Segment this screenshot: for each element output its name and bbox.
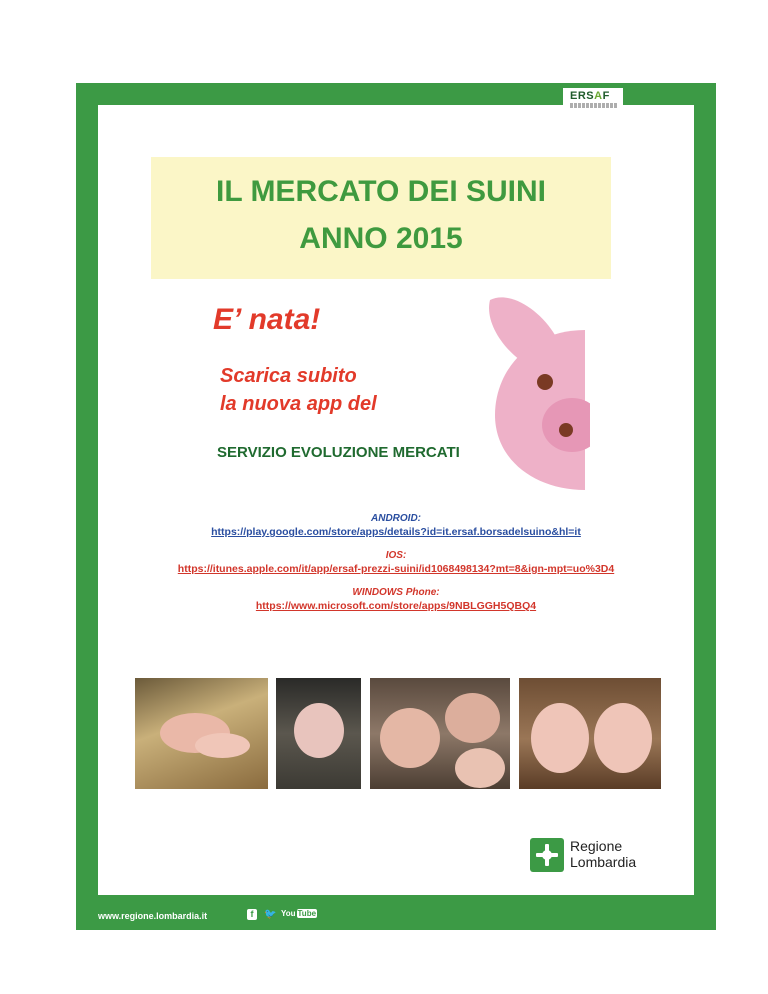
youtube-tube: Tube: [297, 909, 317, 918]
title-line-2: ANNO 2015: [299, 222, 463, 255]
pigs-group-photo: [370, 678, 510, 789]
service-name: SERVIZIO EVOLUZIONE MERCATI: [217, 444, 460, 461]
youtube-you: You: [281, 909, 296, 918]
ersaf-brand-1: ERS: [570, 90, 595, 102]
pig-face-illustration: [470, 290, 590, 495]
two-pigs-photo: [519, 678, 661, 789]
pig-closeup-photo: [276, 678, 361, 789]
promo-subtext: [220, 362, 377, 418]
ersaf-logo: [563, 88, 623, 112]
promo-sub-line-2: la nuova app del: [220, 393, 377, 415]
regione-emblem-icon: [530, 838, 564, 872]
windows-label: WINDOWS Phone:: [352, 587, 440, 598]
promo-headline: E’ nata!: [213, 303, 321, 336]
pig-nostril: [559, 423, 573, 437]
ersaf-tagline: [570, 103, 618, 108]
regione-line-1: Regione: [570, 838, 623, 854]
android-label: ANDROID:: [371, 513, 421, 524]
youtube-icon[interactable]: [280, 909, 317, 920]
facebook-icon[interactable]: f: [247, 909, 257, 920]
android-link[interactable]: https://play.google.com/store/apps/details?id=it.ersaf.borsadelsuino&hl=it: [211, 526, 581, 538]
piglets-photo: [135, 678, 268, 789]
twitter-icon[interactable]: 🐦: [264, 909, 277, 920]
ersaf-brand-2: A: [594, 90, 603, 102]
pig-eye: [537, 374, 553, 390]
title-line-1: IL MERCATO DEI SUINI: [215, 175, 547, 208]
ios-link[interactable]: https://itunes.apple.com/it/app/ersaf-prezzi-suini/id1068498134?mt=8&ign-mpt=uo%3D4: [177, 563, 615, 575]
promo-sub-line-1: Scarica subito: [220, 365, 357, 387]
footer-website[interactable]: www.regione.lombardia.it: [98, 911, 208, 921]
windows-link[interactable]: https://www.microsoft.com/store/apps/9NBLGGH5QBQ4: [255, 600, 537, 612]
regione-line-2: Lombardia: [570, 854, 637, 870]
ios-label: IOS:: [385, 550, 407, 561]
ersaf-brand-3: F: [602, 90, 610, 102]
app-links: [98, 512, 694, 613]
